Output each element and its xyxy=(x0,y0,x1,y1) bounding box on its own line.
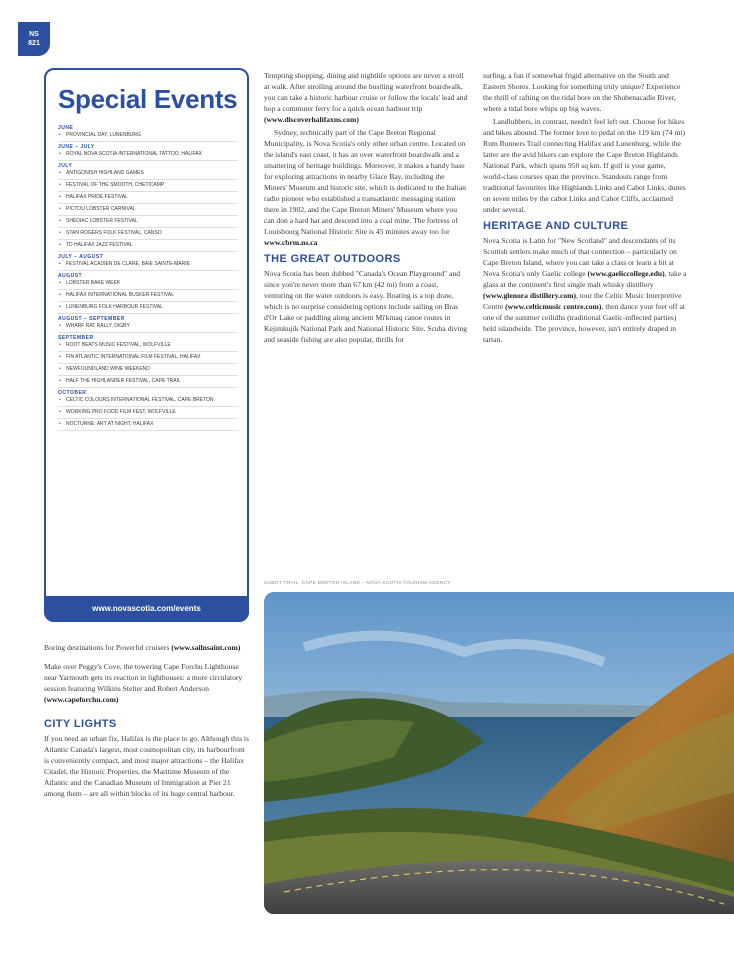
column-1 xyxy=(44,642,249,801)
col2-paragraph-3: Nova Scotia has been dubbed "Canada's Ocean Playground" and since you're never more than 67 km (42 mi) from a coast, venturing on the water outdoors is easy. Boating is a top draw, which is no surprise considering options include sailing on Bras d'Or Lake or paddling along ancient Mi'kmaq canoe routes in Kejimkujik National Park and National Historic Site. Scuba diving and seaside fishing are also popular, thrills for xyxy=(264,269,468,344)
heading-great-outdoors: THE GREAT OUTDOORS xyxy=(264,253,401,265)
event-item: • CELTIC COLOURS INTERNATIONAL FESTIVAL, CAPE BRETON xyxy=(58,397,238,407)
event-item: • ROOT BEATS MUSIC FESTIVAL, WOLFVILLE xyxy=(58,342,238,352)
event-item: • NOCTURNE: ART AT NIGHT, HALIFAX xyxy=(58,421,238,431)
photo-caption: CABOT TRAIL, CAPE BRETON ISLAND – NOVA SCOTIA TOURISM AGENCY xyxy=(264,581,451,586)
column-2 xyxy=(264,70,469,347)
event-item: • WORKING PRO FOOD FILM FEST, WOLFVILLE xyxy=(58,409,238,419)
col2-p2-text: Sydney, technically part of the Cape Breton Regional Municipality, is Nova Scotia's only other urban centre. Located on the island's east coast, it has an over waterfront boardwalk and a smattering of heritage buildings. Moreover, it makes a handy base for exploring attractions in nearby Glace Bay, including the Miners' Museum and historic site, which is dedicated to the Italian radio pioneer who established a transatlantic messaging station there in 1902, and the Cape Breton Miners' Museum where you can don a hard hat and descend into a coal mine. The fortress of Louisbourg National Historic Site is 45 minutes away too for xyxy=(264,128,466,236)
col3-link-distillery[interactable]: (www.glenora distillery.com) xyxy=(483,291,577,300)
event-item: • ANTIGONISH HIGHLAND GAMES xyxy=(58,170,238,180)
event-item: • FESTIVAL OF THE SMOOTH, CHETICAMP xyxy=(58,182,238,192)
events-month-label: SEPTEMBER xyxy=(58,335,94,341)
event-item: • LOBSTER BAKE WEEK xyxy=(58,280,238,290)
col3-p3c-text: , tour the Celtic Music Interpretive Centre xyxy=(483,291,682,311)
page-number-tab xyxy=(18,22,50,56)
col1-p2-text: Make over Peggy's Cove, the towering Cape Forchu Lighthouse near Yarmouth gets its reaction in lighthouses: a more circulatory session featuring Wilkins Stelter and Robert Anderson xyxy=(44,662,243,693)
event-item: • FESTIVAL ACADIEN DE CLARE, BAIE SAINTE-MARIE xyxy=(58,261,238,271)
cabot-trail-photo xyxy=(264,592,734,914)
event-item: • STAN ROGERS FOLK FESTIVAL, CANSO xyxy=(58,230,238,240)
events-month-label: JUNE xyxy=(58,125,74,131)
col1-paragraph-2 xyxy=(44,661,249,705)
col3-paragraph-1: surfing, a fun if somewhat frigid alternative on the South and Eastern Shores. Looking for something truly unique? Experience the thrill of rafting on the tidal bore on the Shubenacadie River, where a tidal bore whips up big waves. xyxy=(483,71,681,113)
col1-p1-text: Boring destinations for Powerful cruisers xyxy=(44,643,170,652)
col3-link-gaelic-college[interactable]: (www.gaeliccollege.edu) xyxy=(587,269,665,278)
special-events-title: Special Events xyxy=(58,84,238,114)
col3-paragraph-2: Landlubbers, in contrast, needn't feel left out. Choose for hikes and bikes abound. The former love to pedal on the 119 km (74 mi) Rum Runners Trail connecting Halifax and Lunenburg, while the latter are the avid hikers can explore the Cape Breton Highlands National Park, which spans 950 sq km. If golf is your game, world-class courses span the province. Standouts range from traditional favourites like Highlands Links and Cabot Links, dunes on seven miles by the cabot Links and Cabot Cliffs, acclaimed under several. xyxy=(483,117,686,214)
event-item: • HALIFAX PRIDE FESTIVAL xyxy=(58,194,238,204)
col3-p3d-text: , then dance your feet off at one of the summer ceilidhs (traditional Gaelic-inflected parties) held islandwide. The province, however, isn't entirely draped in tartan. xyxy=(483,302,685,344)
event-item: • ROYAL NOVA SCOTIA INTERNATIONAL TATTOO, HALIFAX xyxy=(58,151,238,161)
heading-city-lights: CITY LIGHTS xyxy=(44,718,117,730)
event-item: • PICTOU LOBSTER CARNIVAL xyxy=(58,206,238,216)
special-events-box xyxy=(44,68,249,622)
heading-heritage-culture: HERITAGE AND CULTURE xyxy=(483,220,629,232)
events-month-label: OCTOBER xyxy=(58,390,87,396)
col2-p1-link[interactable]: (www.discoverhalifaxns.com) xyxy=(264,115,359,124)
page-tab-line1: NS xyxy=(29,31,39,38)
events-footer-link[interactable]: www.novascotia.com/events xyxy=(44,596,249,622)
landscape-illustration xyxy=(264,592,734,914)
column-3 xyxy=(483,70,687,347)
event-item: • LUNENBURG FOLK HARBOUR FESTIVAL xyxy=(58,304,238,314)
col2-paragraph-2 xyxy=(264,127,469,248)
col2-p1-text: Tempting shopping, dining and nightlife options are never a stroll at walk. After strolling around the bustling waterfront boardwalk, you can take a historic harbour cruise or follow the locals' lead and hop a commuter ferry for a quick ocean harbour trip xyxy=(264,71,468,113)
col3-link-celtic-music[interactable]: (www.celticmusic centre.com) xyxy=(505,302,602,311)
events-list xyxy=(58,125,238,431)
col1-p2-link[interactable]: (www.capeforchu.com) xyxy=(44,695,119,704)
col3-p3-text: Nova Scotia is Latin for "New Scotland" and descendants of its Scottish settlers make much of that connection – particularly on Cape Breton Island, where you can take a class or learn a bit at Nova Scotia's only Gaelic college xyxy=(483,236,677,278)
event-item: • FIN ATLANTIC INTERNATIONAL FILM FESTIVAL, HALIFAX xyxy=(58,354,238,364)
col2-paragraph-1 xyxy=(264,70,469,125)
event-item: • TD HALIFAX JAZZ FESTIVAL xyxy=(58,242,238,252)
col1-paragraph-3: If you need an urban fix, Halifax is the place to go. Although this is Atlantic Canada's largest, most cosmopolitan city, its harbourfront is conveniently compact, and most major attractions – the Halifax Citadel, the Historic Properties, the Maritime Museum of the Atlantic and the Canadian Museum of Immigration at Pier 21 among them – are all within blocks of its huge central harbour. xyxy=(44,734,249,798)
page-tab-line2: 821 xyxy=(28,40,40,47)
event-item: • WHARF RAT RALLY, DIGBY xyxy=(58,323,238,333)
col2-p2-link[interactable]: www.cbrm.ns.ca xyxy=(264,238,318,247)
col3-p3b-text: , take a glass at the continent's first single malt whisky distillery xyxy=(483,269,687,289)
col1-p1-link[interactable]: (www.sailnsaint.com) xyxy=(171,643,241,652)
events-month-label: AUGUST xyxy=(58,273,83,279)
event-item: • HALF THE HIGHLANDER FESTIVAL, CAPE TRAIL xyxy=(58,378,238,388)
event-item: • NEWFOUNDLAND WINE WEEKEND xyxy=(58,366,238,376)
event-item: • SHEDIAC LOBSTER FESTIVAL xyxy=(58,218,238,228)
events-month-label: JULY – AUGUST xyxy=(58,254,104,260)
events-month-label: JUNE – JULY xyxy=(58,144,95,150)
event-item: • HALIFAX INTERNATIONAL BUSKER FESTIVAL xyxy=(58,292,238,302)
col1-paragraph-1 xyxy=(44,642,249,653)
event-item: • PROVINCIAL DAY, LUNENBURG xyxy=(58,132,238,142)
events-month-label: JULY xyxy=(58,163,73,169)
col3-paragraph-3 xyxy=(483,235,687,345)
events-month-label: AUGUST – SEPTEMBER xyxy=(58,316,125,322)
